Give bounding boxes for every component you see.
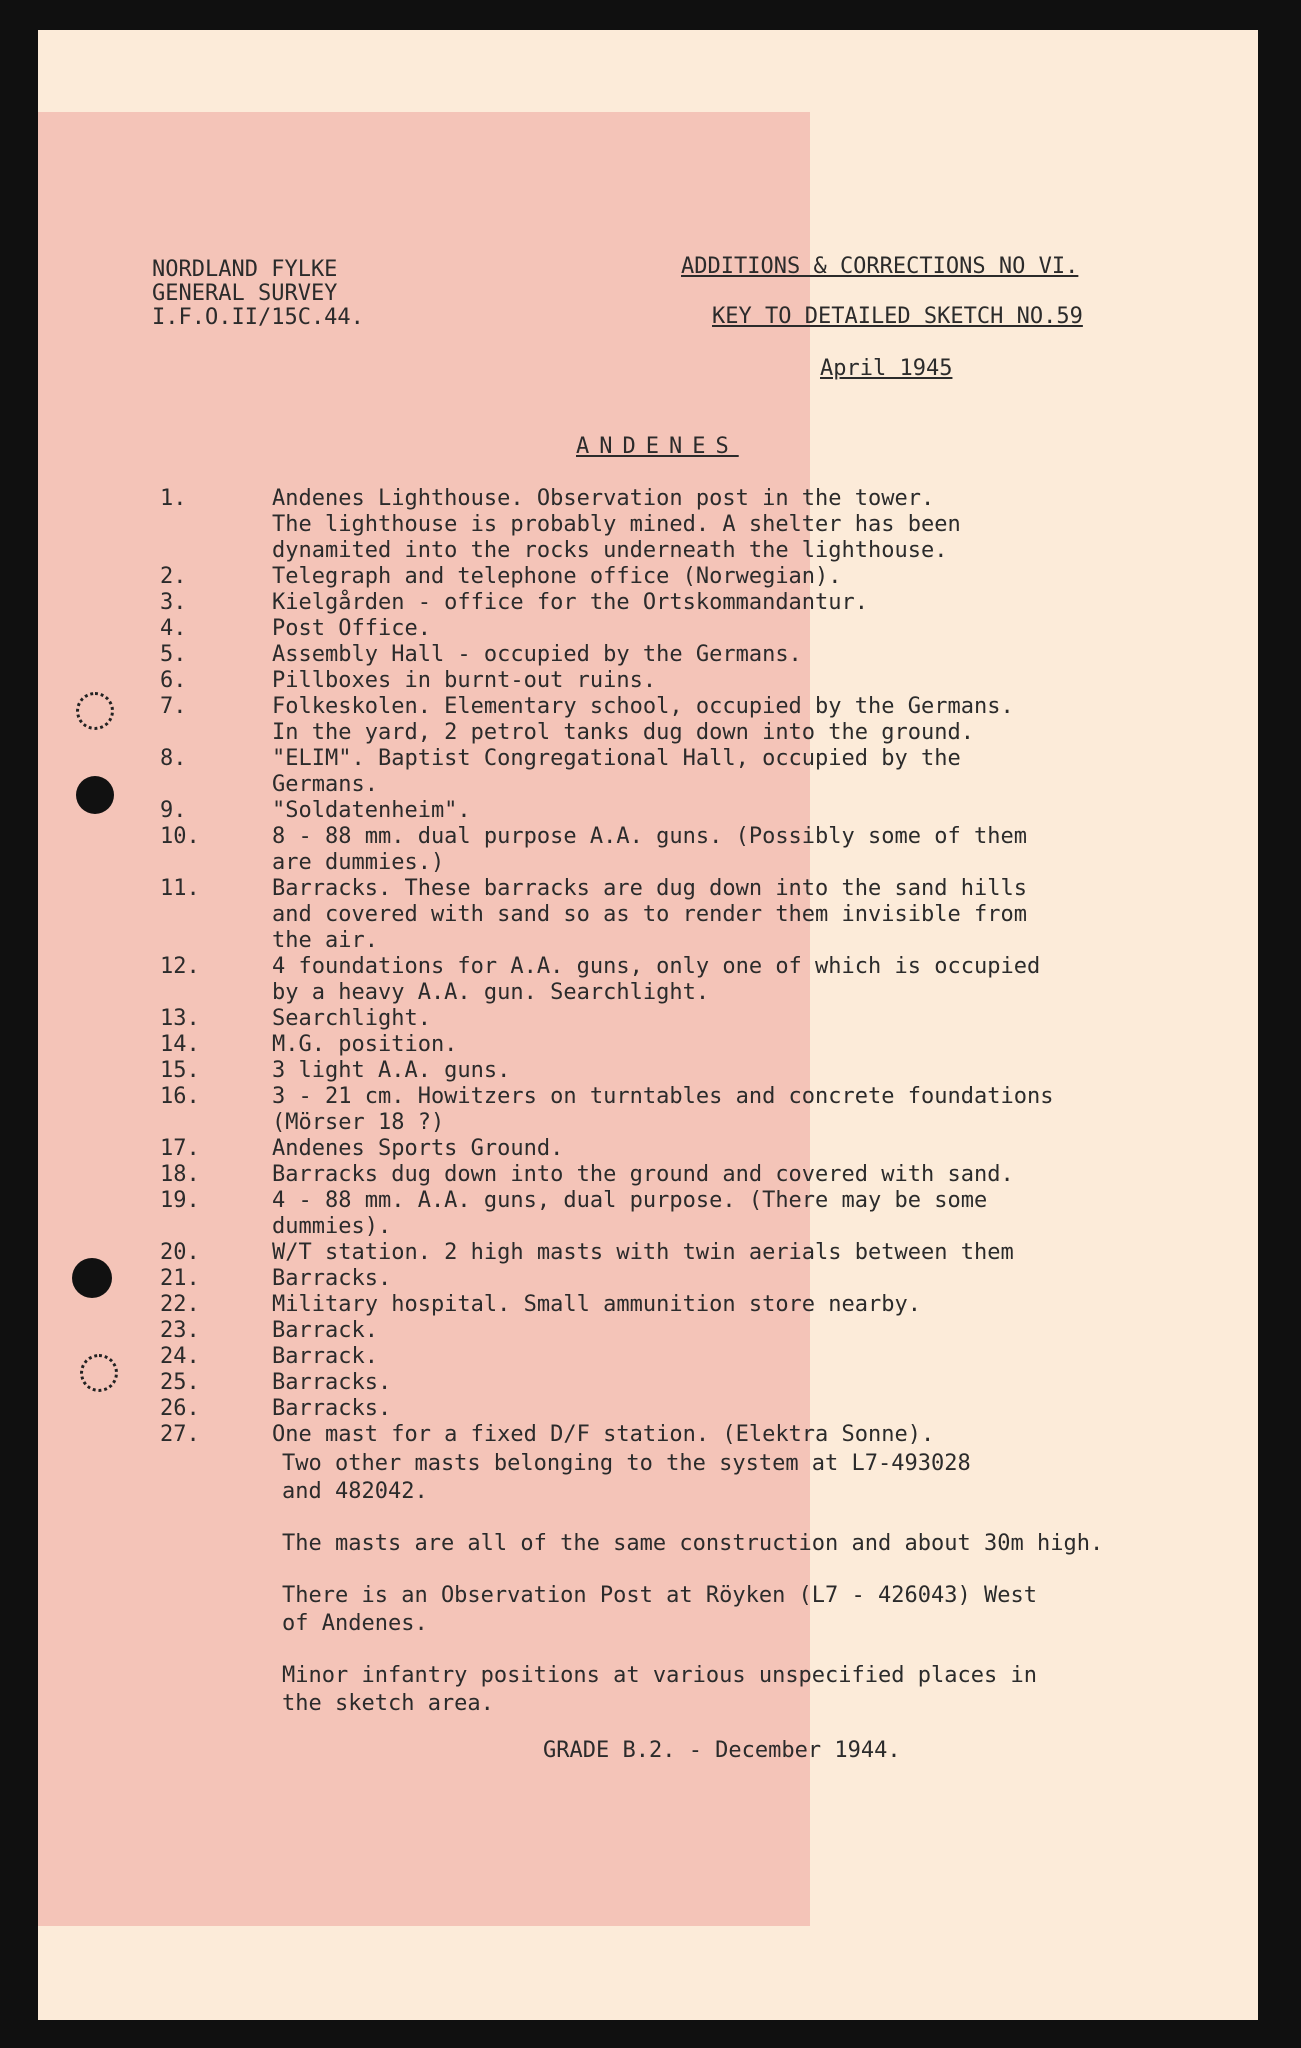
item-text: One mast for a fixed D/F station. (Elektra Sonne). [272, 1422, 935, 1447]
item-text: Barracks. [272, 1370, 392, 1395]
item-number: 26. [160, 1396, 200, 1421]
list-item [160, 876, 1200, 954]
list-item [160, 1396, 1200, 1422]
item-number: 23. [160, 1318, 200, 1343]
list-item [160, 1318, 1200, 1344]
list-item [160, 1370, 1200, 1396]
item-number: 12. [160, 954, 200, 979]
item-text: Assembly Hall - occupied by the Germans. [272, 642, 802, 667]
list-item [160, 1006, 1200, 1032]
item-number: 27. [160, 1422, 200, 1447]
item-number: 20. [160, 1240, 200, 1265]
item-number: 25. [160, 1370, 200, 1395]
item-text: Pillboxes in burnt-out ruins. [272, 668, 657, 693]
item-number: 11. [160, 876, 200, 901]
list-item [160, 564, 1200, 590]
item-number: 8. [160, 746, 187, 771]
item-number: 22. [160, 1292, 200, 1317]
item-number: 24. [160, 1344, 200, 1369]
list-item [160, 824, 1200, 876]
notes [282, 1450, 1242, 1742]
list-item [160, 1292, 1200, 1318]
document-title: ANDENES [576, 434, 739, 459]
item-text: "Soldatenheim". [272, 798, 471, 823]
header-additions: ADDITIONS & CORRECTIONS NO VI. [681, 254, 1079, 279]
header-left-line: GENERAL SURVEY [152, 281, 338, 306]
list-item [160, 1058, 1200, 1084]
item-number: 10. [160, 824, 200, 849]
item-number: 2. [160, 564, 187, 589]
list-item [160, 590, 1200, 616]
item-text: W/T station. 2 high masts with twin aerials between them [272, 1240, 1014, 1265]
list-item [160, 1266, 1200, 1292]
item-number: 3. [160, 590, 187, 615]
header-left [152, 258, 364, 330]
list-item [160, 1240, 1200, 1266]
item-list [160, 486, 1200, 1448]
list-item [160, 668, 1200, 694]
list-item [160, 1344, 1200, 1370]
list-item [160, 954, 1200, 1006]
item-number: 13. [160, 1006, 200, 1031]
item-text: Kielgården - office for the Ortskommandantur. [272, 590, 869, 615]
header-date: April 1945 [820, 356, 953, 381]
item-number: 16. [160, 1084, 200, 1109]
item-number: 18. [160, 1162, 200, 1187]
item-text: Barrack. [272, 1344, 378, 1369]
item-number: 14. [160, 1032, 200, 1057]
item-text: Barracks. [272, 1396, 392, 1421]
item-number: 19. [160, 1188, 200, 1213]
item-number: 5. [160, 642, 187, 667]
item-text: Barracks. [272, 1266, 392, 1291]
item-text: "ELIM". Baptist Congregational Hall, occupied by the Germans. [272, 746, 961, 797]
list-item [160, 1032, 1200, 1058]
list-item [160, 746, 1200, 798]
item-text: Telegraph and telephone office (Norwegian). [272, 564, 842, 589]
note-paragraph: Minor infantry positions at various unspecified places in the sketch area. [282, 1663, 1037, 1716]
item-number: 17. [160, 1136, 200, 1161]
list-item [160, 1136, 1200, 1162]
item-text: M.G. position. [272, 1032, 458, 1057]
list-item [160, 1162, 1200, 1188]
item-text: Post Office. [272, 616, 431, 641]
item-text: Military hospital. Small ammunition store nearby. [272, 1292, 922, 1317]
item-number: 15. [160, 1058, 200, 1083]
item-text: Andenes Sports Ground. [272, 1136, 564, 1161]
item-number: 1. [160, 486, 187, 511]
item-text: Folkeskolen. Elementary school, occupied by the Germans. In the yard, 2 petrol tanks dug down into the ground. [272, 694, 1014, 745]
item-text: 4 foundations for A.A. guns, only one of which is occupied by a heavy A.A. gun. Searchlight. [272, 954, 1041, 1005]
item-text: 4 - 88 mm. A.A. guns, dual purpose. (There may be some dummies). [272, 1188, 988, 1239]
list-item [160, 1422, 1200, 1448]
list-item [160, 486, 1200, 564]
item-text: 3 - 21 cm. Howitzers on turntables and concrete foundations (Mörser 18 ?) [272, 1084, 1054, 1135]
item-text: Andenes Lighthouse. Observation post in the tower. The lighthouse is probably mined. A shelter has been dynamited into the rocks underneath the lighthouse. [272, 486, 961, 563]
item-text: 3 light A.A. guns. [272, 1058, 511, 1083]
note-paragraph: The masts are all of the same construction and about 30m high. [282, 1531, 1104, 1556]
note-paragraph: There is an Observation Post at Röyken (L7 - 426043) West of Andenes. [282, 1583, 1037, 1636]
item-text: Searchlight. [272, 1006, 431, 1031]
list-item [160, 1188, 1200, 1240]
item-text: Barracks. These barracks are dug down into the sand hills and covered with sand so as to render them invisible from the air. [272, 876, 1027, 953]
list-item [160, 1084, 1200, 1136]
item-number: 9. [160, 798, 187, 823]
header-key: KEY TO DETAILED SKETCH NO.59 [712, 304, 1083, 329]
item-text: 8 - 88 mm. dual purpose A.A. guns. (Possibly some of them are dummies.) [272, 824, 1027, 875]
item-number: 4. [160, 616, 187, 641]
item-number: 7. [160, 694, 187, 719]
header-left-line: I.F.O.II/15C.44. [152, 305, 364, 330]
item-number: 6. [160, 668, 187, 693]
grade-line: GRADE B.2. - December 1944. [543, 1738, 901, 1763]
list-item [160, 798, 1200, 824]
item-number: 21. [160, 1266, 200, 1291]
note-paragraph: Two other masts belonging to the system at L7-493028 and 482042. [282, 1451, 971, 1504]
list-item [160, 642, 1200, 668]
list-item [160, 694, 1200, 746]
list-item [160, 616, 1200, 642]
header-left-line: NORDLAND FYLKE [152, 257, 338, 282]
item-text: Barrack. [272, 1318, 378, 1343]
item-text: Barracks dug down into the ground and covered with sand. [272, 1162, 1014, 1187]
